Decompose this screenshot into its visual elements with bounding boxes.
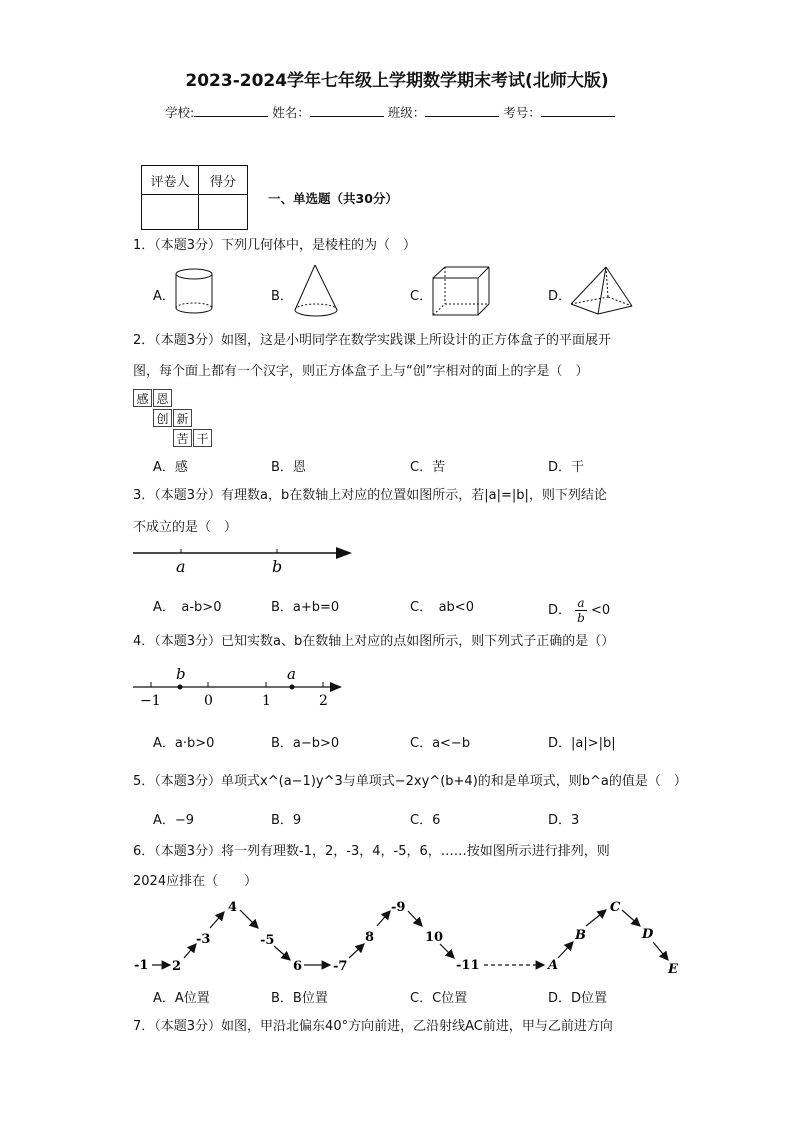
school-label: 学校: <box>165 105 195 120</box>
seq-8: 8 <box>365 930 375 945</box>
question-3-line-1: 3．（本题3分）有理数a，b在数轴上对应的位置如图所示，若|a|=|b|，则下列结论 <box>133 488 607 503</box>
q1-option-b-label: B． <box>271 289 293 304</box>
seq-4: 4 <box>228 900 238 915</box>
cube-figure <box>430 264 492 318</box>
seq-10: 10 <box>425 930 444 945</box>
question-5-text: 5．（本题3分）单项式x^(a−1)y^3与单项式−2xy^(b+4)的和是单项式，则b^a的值是（ ） <box>133 774 687 789</box>
grader-cell <box>142 195 199 230</box>
q5-option-a: A．−9 <box>153 813 195 828</box>
seq-neg3: -3 <box>196 932 211 947</box>
seq-pos-b: B <box>575 928 586 943</box>
student-info-line <box>165 103 615 121</box>
seq-6: 6 <box>293 959 303 974</box>
axis-label-b: b <box>272 557 283 576</box>
seq-pos-d: D <box>642 927 654 942</box>
q2-option-a: A．感 <box>153 460 188 475</box>
q3-option-a: A． a-b>0 <box>153 600 222 615</box>
q5-option-b: B．9 <box>271 813 302 828</box>
question-4-text: 4．（本题3分）已知实数a、b在数轴上对应的点如图所示，则下列式子正确的是（） <box>133 634 615 649</box>
q4-option-a: A．a·b>0 <box>153 736 215 751</box>
school-blank <box>194 103 268 117</box>
score-cell <box>199 195 248 230</box>
seq-neg1: -1 <box>134 958 149 973</box>
seq-pos-a: A <box>548 958 559 973</box>
q3-option-d <box>548 596 610 625</box>
net-face-2: 恩 <box>153 389 172 407</box>
point-label-a: a <box>287 665 296 683</box>
q1-option-d-label: D． <box>548 289 572 304</box>
q1-option-c-label: C． <box>410 289 433 304</box>
seq-pos-c: C <box>610 900 621 915</box>
tick-label-1: 1 <box>262 693 271 709</box>
section-heading: 一、单选题（共30分） <box>268 191 398 206</box>
score-header: 得分 <box>199 166 248 195</box>
pyramid-figure <box>568 264 636 318</box>
net-face-6: 干 <box>193 429 212 447</box>
q3-option-d-label: D． <box>548 603 572 618</box>
q4-option-b: B．a−b>0 <box>271 736 340 751</box>
cone-figure <box>292 262 342 320</box>
seq-neg7: -7 <box>333 959 348 974</box>
q2-option-d: D．干 <box>548 460 585 475</box>
class-label: 班级： <box>387 105 426 120</box>
q1-option-a-label: A． <box>153 289 175 304</box>
q6-option-a: A．A位置 <box>153 991 210 1006</box>
number-line-q4 <box>130 664 346 710</box>
tick-label-0: 0 <box>204 693 213 709</box>
name-label: 姓名： <box>272 105 310 120</box>
q6-option-b: B．B位置 <box>271 991 328 1006</box>
question-6-line-1: 6．（本题3分）将一列有理数-1，2，-3，4，-5，6，……按如图所示进行排列，则 <box>133 844 610 859</box>
cylinder-figure <box>173 266 217 318</box>
question-6-line-2: 2024应排在（ ） <box>133 874 258 889</box>
number-label: 考号： <box>503 105 541 120</box>
q6-option-c: C．C位置 <box>410 991 468 1006</box>
fraction-tail: <0 <box>590 603 611 618</box>
question-3-line-2: 不成立的是（ ） <box>133 520 238 535</box>
score-table <box>141 165 248 230</box>
net-face-1: 感 <box>133 389 152 407</box>
q4-option-d: D．|a|>|b| <box>548 736 616 751</box>
axis-label-a: a <box>176 557 186 576</box>
page-title: 2023-2024学年七年级上学期数学期末考试(北师大版) <box>185 71 609 91</box>
fraction-denominator: b <box>577 611 585 625</box>
question-2-line-2: 图，每个面上都有一个汉字，则正方体盒子上与“创”字相对的面上的字是（ ） <box>133 364 589 379</box>
class-blank <box>425 103 499 117</box>
seq-pos-e: E <box>668 962 678 977</box>
seq-neg9: -9 <box>391 900 406 915</box>
q3-option-c: C． ab<0 <box>410 600 474 615</box>
q6-option-d: D．D位置 <box>548 991 608 1006</box>
question-2-line-1: 2．（本题3分）如图，这是小明同学在数学实践课上所设计的正方体盒子的平面展开 <box>133 333 612 348</box>
number-line-q3 <box>130 540 356 576</box>
net-face-3: 创 <box>153 409 172 427</box>
q5-option-c: C．6 <box>410 813 441 828</box>
fraction-numerator: a <box>575 596 587 611</box>
seq-neg5: -5 <box>260 933 275 948</box>
grader-header: 评卷人 <box>142 166 199 195</box>
point-label-b: b <box>176 665 186 683</box>
number-blank <box>541 103 615 117</box>
seq-neg11: -11 <box>456 958 480 973</box>
q4-option-c: C．a<−b <box>410 736 471 751</box>
question-1-text: 1．（本题3分）下列几何体中，是棱柱的为（ ） <box>133 238 417 253</box>
net-face-5: 苦 <box>173 429 192 447</box>
q3-option-b: B．a+b=0 <box>271 600 340 615</box>
seq-2: 2 <box>172 959 182 974</box>
q2-option-c: C．苦 <box>410 460 446 475</box>
net-face-4: 新 <box>173 409 192 427</box>
q5-option-d: D．3 <box>548 813 580 828</box>
tick-label-2: 2 <box>319 693 328 709</box>
zigzag-sequence-figure <box>128 896 688 980</box>
fraction-a-over-b <box>575 596 587 625</box>
q2-option-b: B．恩 <box>271 460 306 475</box>
name-blank <box>310 103 384 117</box>
question-7-text: 7．（本题3分）如图，甲沿北偏东40°方向前进，乙沿射线AC前进，甲与乙前进方向 <box>133 1019 613 1034</box>
tick-label-neg1: −1 <box>140 693 161 709</box>
